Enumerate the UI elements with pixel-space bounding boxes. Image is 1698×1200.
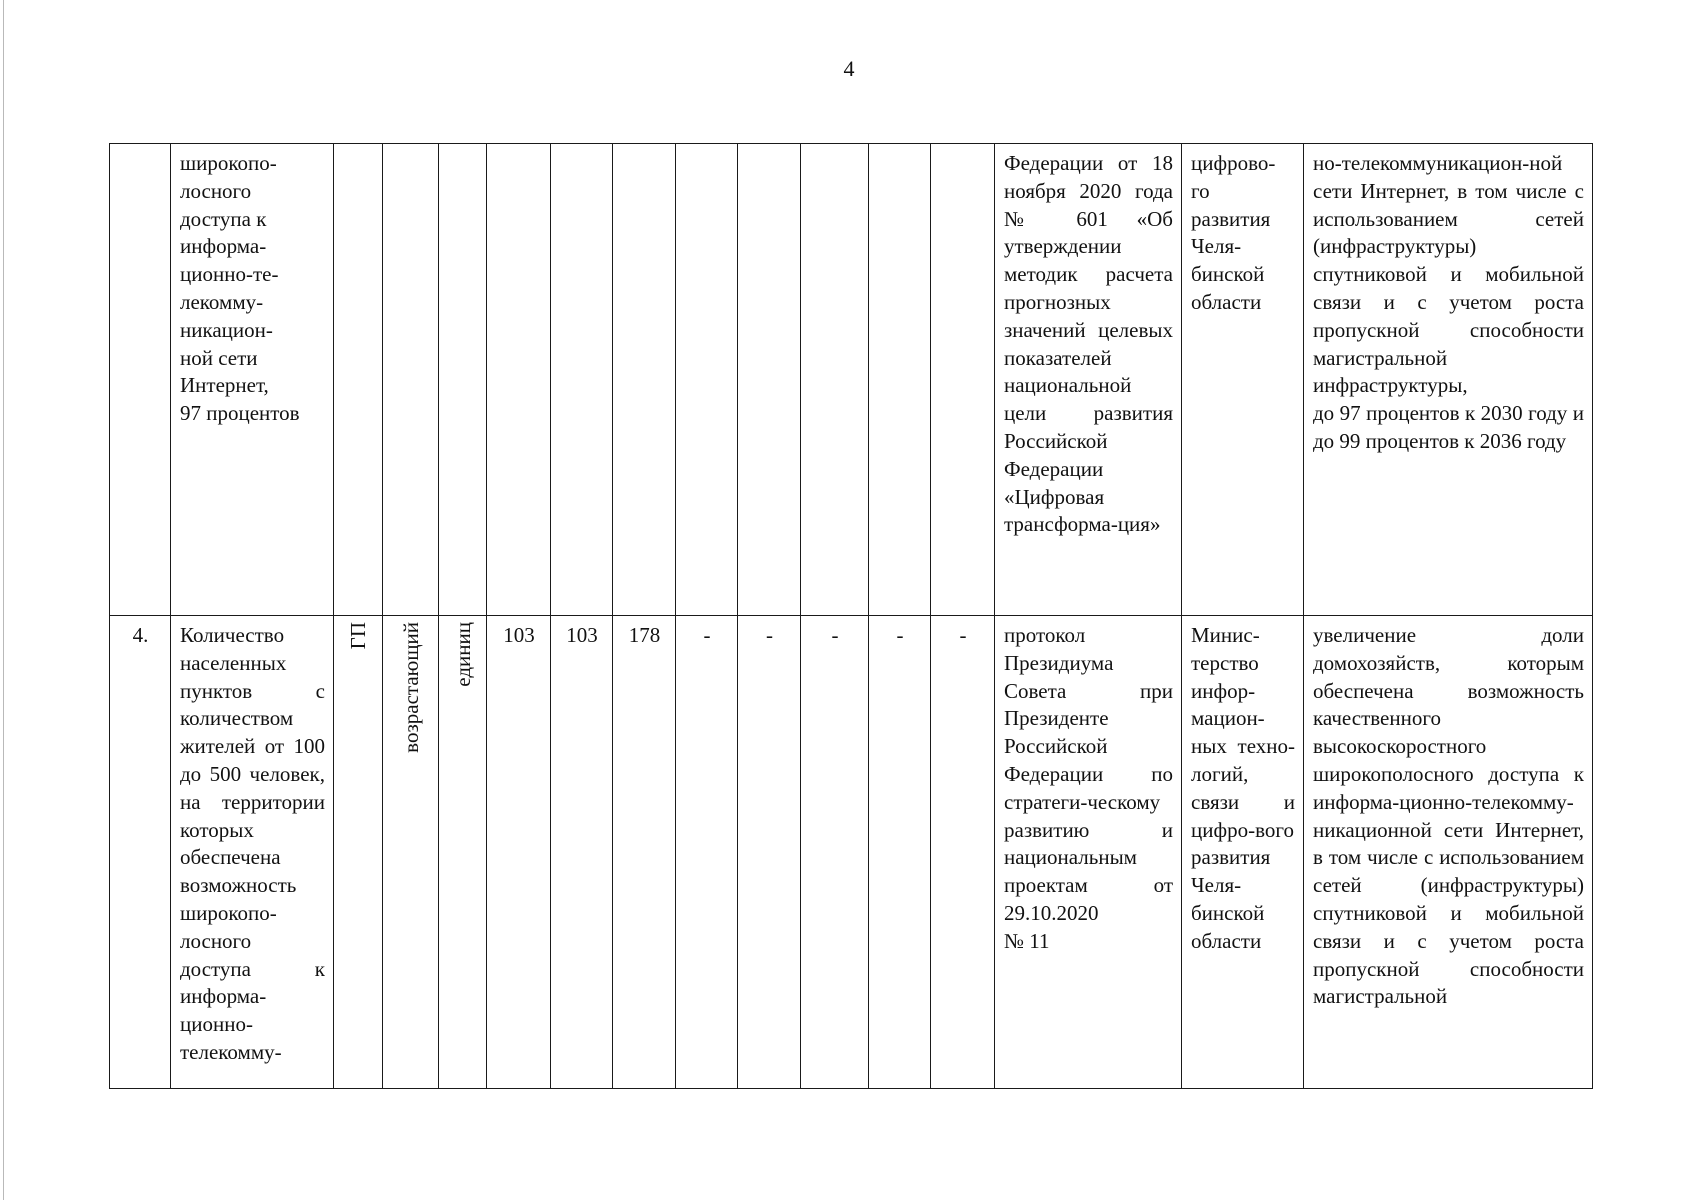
page-edge-line [3, 0, 4, 1200]
value-cell [551, 144, 613, 616]
value-cell [613, 144, 676, 616]
trend-cell [383, 144, 439, 616]
responsible-cell: цифрово- го развития Челя- бинской области [1182, 144, 1304, 616]
value-cell: - [869, 616, 931, 1089]
table-row [110, 616, 1593, 1089]
table-row [110, 144, 1593, 616]
trend-cell [383, 616, 439, 1089]
value-cell [931, 144, 995, 616]
value-cell: 103 [487, 616, 551, 1089]
value-cell [487, 144, 551, 616]
value-cell [738, 144, 801, 616]
value-cell: - [931, 616, 995, 1089]
page-number: 4 [843, 56, 855, 81]
value-cell: 178 [613, 616, 676, 1089]
value-cell [676, 144, 738, 616]
value-cell: 103 [551, 616, 613, 1089]
trend-text: возрастающий [398, 622, 423, 753]
expected-result-cell: увеличение доли домохозяйств, которым обеспечена возможность качественного высокоскоростного широкополосного доступа к информа-ционно-телекомму-никационной сети Интернет, в том числе с использованием сетей (инфраструктуры) спутниковой и мобильной связи и с учетом роста пропускной способности магистральной [1304, 616, 1593, 1089]
responsible-cell: Минис-терство инфор-мацион-ных техно-логий, связи и цифро-вого развития Челя-бинской области [1182, 616, 1304, 1089]
indicators-table [109, 143, 1593, 1089]
unit-cell [439, 144, 487, 616]
indicator-name-cell: Количество населенных пунктов с количеством жителей от 100 до 500 человек, на территории которых обеспечена возможность широкопо-лосного доступа к информа-ционно-телекомму- [171, 616, 334, 1089]
indicator-name-cell: широкопо- лосного доступа к информа- ционно-те- лекомму- никацион- ной сети Интернет, 97 процентов [171, 144, 334, 616]
basis-document-cell: протокол Президиума Совета при Президенте Российской Федерации по стратеги-ческому развитию и национальным проектам от 29.10.2020 № 11 [995, 616, 1182, 1089]
unit-cell [439, 616, 487, 1089]
basis-document-cell: Федерации от 18 ноября 2020 года № 601 «Об утверждении методик расчета прогнозных значений целевых показателей национальной цели развития Российской Федерации «Цифровая трансформа-ция» [995, 144, 1182, 616]
value-cell [801, 144, 869, 616]
expected-result-cell: но-телекоммуникацион-ной сети Интернет, в том числе с использованием сетей (инфраструктуры) спутниковой и мобильной связи и с учетом роста пропускной способности магистральной инфраструктуры, до 97 процентов к 2030 году и до 99 процентов к 2036 году [1304, 144, 1593, 616]
unit-text: единиц [450, 622, 475, 687]
level-cell [334, 616, 383, 1089]
value-cell: - [801, 616, 869, 1089]
level-text: ГП [346, 622, 370, 650]
row-number: 4. [110, 616, 171, 1089]
value-cell: - [676, 616, 738, 1089]
value-cell [869, 144, 931, 616]
row-number [110, 144, 171, 616]
value-cell: - [738, 616, 801, 1089]
level-cell [334, 144, 383, 616]
